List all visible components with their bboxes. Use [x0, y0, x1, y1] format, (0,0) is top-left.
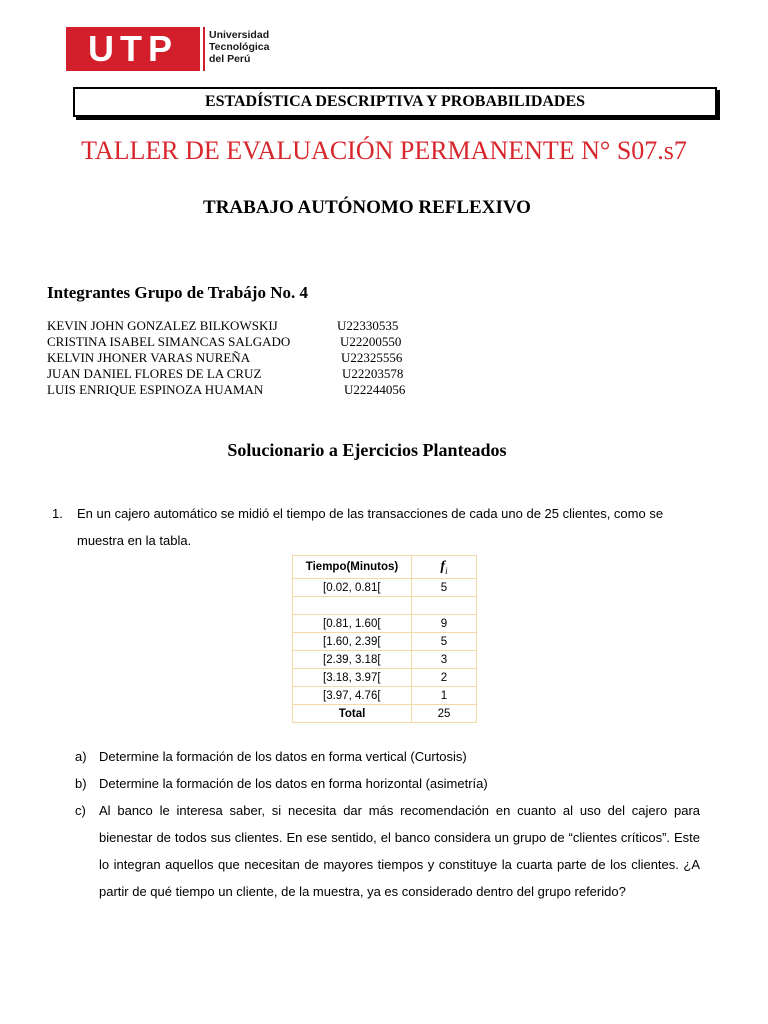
question-number: 1.: [52, 506, 63, 521]
member-row: [47, 318, 399, 334]
subquestion-text: Al banco le interesa saber, si necesita dar más recomendación en cuanto al uso del cajero para bienestar de todos sus clientes. En ese sentido, el banco considera un grupo de “clientes críticos”. Este lo integran aquellos que necesitan de mayores tiempos y constituye la cuarta parte de los clientes. ¿A partir de qué tiempo un cliente, de la muestra, ya es considerado dentro del grupo referido?: [99, 803, 700, 899]
interval-cell: [0.02, 0.81[: [293, 579, 412, 597]
table-row: [293, 669, 477, 687]
frequency-cell: [412, 597, 477, 615]
question-text: En un cajero automático se midió el tiempo de las transacciones de cada uno de 25 clientes, como se muestra en la tabla.: [77, 506, 664, 548]
logo-letters: UTP: [66, 27, 200, 71]
interval-cell: [2.39, 3.18[: [293, 651, 412, 669]
member-row: [47, 382, 406, 398]
workshop-title: TALLER DE EVALUACIÓN PERMANENTE N° S07.s7: [81, 136, 687, 165]
interval-cell: [1.60, 2.39[: [293, 633, 412, 651]
member-name: JUAN DANIEL FLORES DE LA CRUZ: [47, 366, 262, 381]
table-row: [293, 615, 477, 633]
logo-university-name: [209, 29, 279, 65]
member-code: U22203578: [342, 366, 404, 381]
members-list: [47, 318, 406, 398]
frequency-cell: 3: [412, 651, 477, 669]
interval-cell: [3.18, 3.97[: [293, 669, 412, 687]
member-row: [47, 334, 402, 350]
frequency-symbol: f: [440, 558, 446, 574]
subquestion-text: Determine la formación de los datos en forma vertical (Curtosis): [99, 749, 467, 764]
logo-line-1: Universidad: [209, 29, 270, 41]
logo-separator: [203, 27, 205, 71]
member-row: [47, 350, 403, 366]
work-type-heading: TRABAJO AUTÓNOMO REFLEXIVO: [203, 197, 531, 218]
member-code: U22200550: [340, 334, 402, 349]
header-frequency: [412, 556, 477, 579]
member-code: U22330535: [337, 318, 399, 333]
member-name: LUIS ENRIQUE ESPINOZA HUAMAN: [47, 382, 264, 397]
table-row: [293, 597, 477, 615]
logo-line-2: Tecnológica: [209, 41, 270, 53]
member-code: U22244056: [344, 382, 406, 397]
interval-cell: [3.97, 4.76[: [293, 687, 412, 705]
total-label: Total: [293, 705, 412, 723]
subquestion-a: [75, 743, 700, 770]
header-time: Tiempo(Minutos): [293, 556, 412, 579]
total-value: 25: [412, 705, 477, 723]
subquestion-label: a): [75, 749, 87, 764]
course-title: ESTADÍSTICA DESCRIPTIVA Y PROBABILIDADES: [73, 87, 717, 117]
subquestion-b: [75, 770, 700, 797]
frequency-cell: 1: [412, 687, 477, 705]
subquestions-list: [75, 743, 700, 905]
frequency-cell: 5: [412, 633, 477, 651]
interval-cell: [293, 597, 412, 615]
table-row: [293, 633, 477, 651]
member-row: [47, 366, 404, 382]
subquestion-label: c): [75, 803, 86, 818]
frequency-subscript: i: [445, 565, 448, 576]
member-name: KEVIN JOHN GONZALEZ BILKOWSKIJ: [47, 318, 278, 333]
table-total-row: [293, 705, 477, 723]
table-header-row: [293, 556, 477, 579]
frequency-cell: 9: [412, 615, 477, 633]
member-name: CRISTINA ISABEL SIMANCAS SALGADO: [47, 334, 291, 349]
interval-cell: [0.81, 1.60[: [293, 615, 412, 633]
member-code: U22325556: [341, 350, 403, 365]
subquestion-text: Determine la formación de los datos en forma horizontal (asimetría): [99, 776, 488, 791]
group-title: Integrantes Grupo de Trabájo No. 4: [47, 283, 308, 302]
subquestion-c: [75, 797, 700, 905]
frequency-cell: 2: [412, 669, 477, 687]
frequency-cell: 5: [412, 579, 477, 597]
table-row: [293, 687, 477, 705]
table-row: [293, 651, 477, 669]
frequency-table: [292, 555, 477, 723]
solutions-title: Solucionario a Ejercicios Planteados: [227, 440, 507, 460]
logo-line-3: del Perú: [209, 53, 251, 65]
member-name: KELVIN JHONER VARAS NUREÑA: [47, 350, 251, 365]
table-row: [293, 579, 477, 597]
subquestion-label: b): [75, 776, 87, 791]
